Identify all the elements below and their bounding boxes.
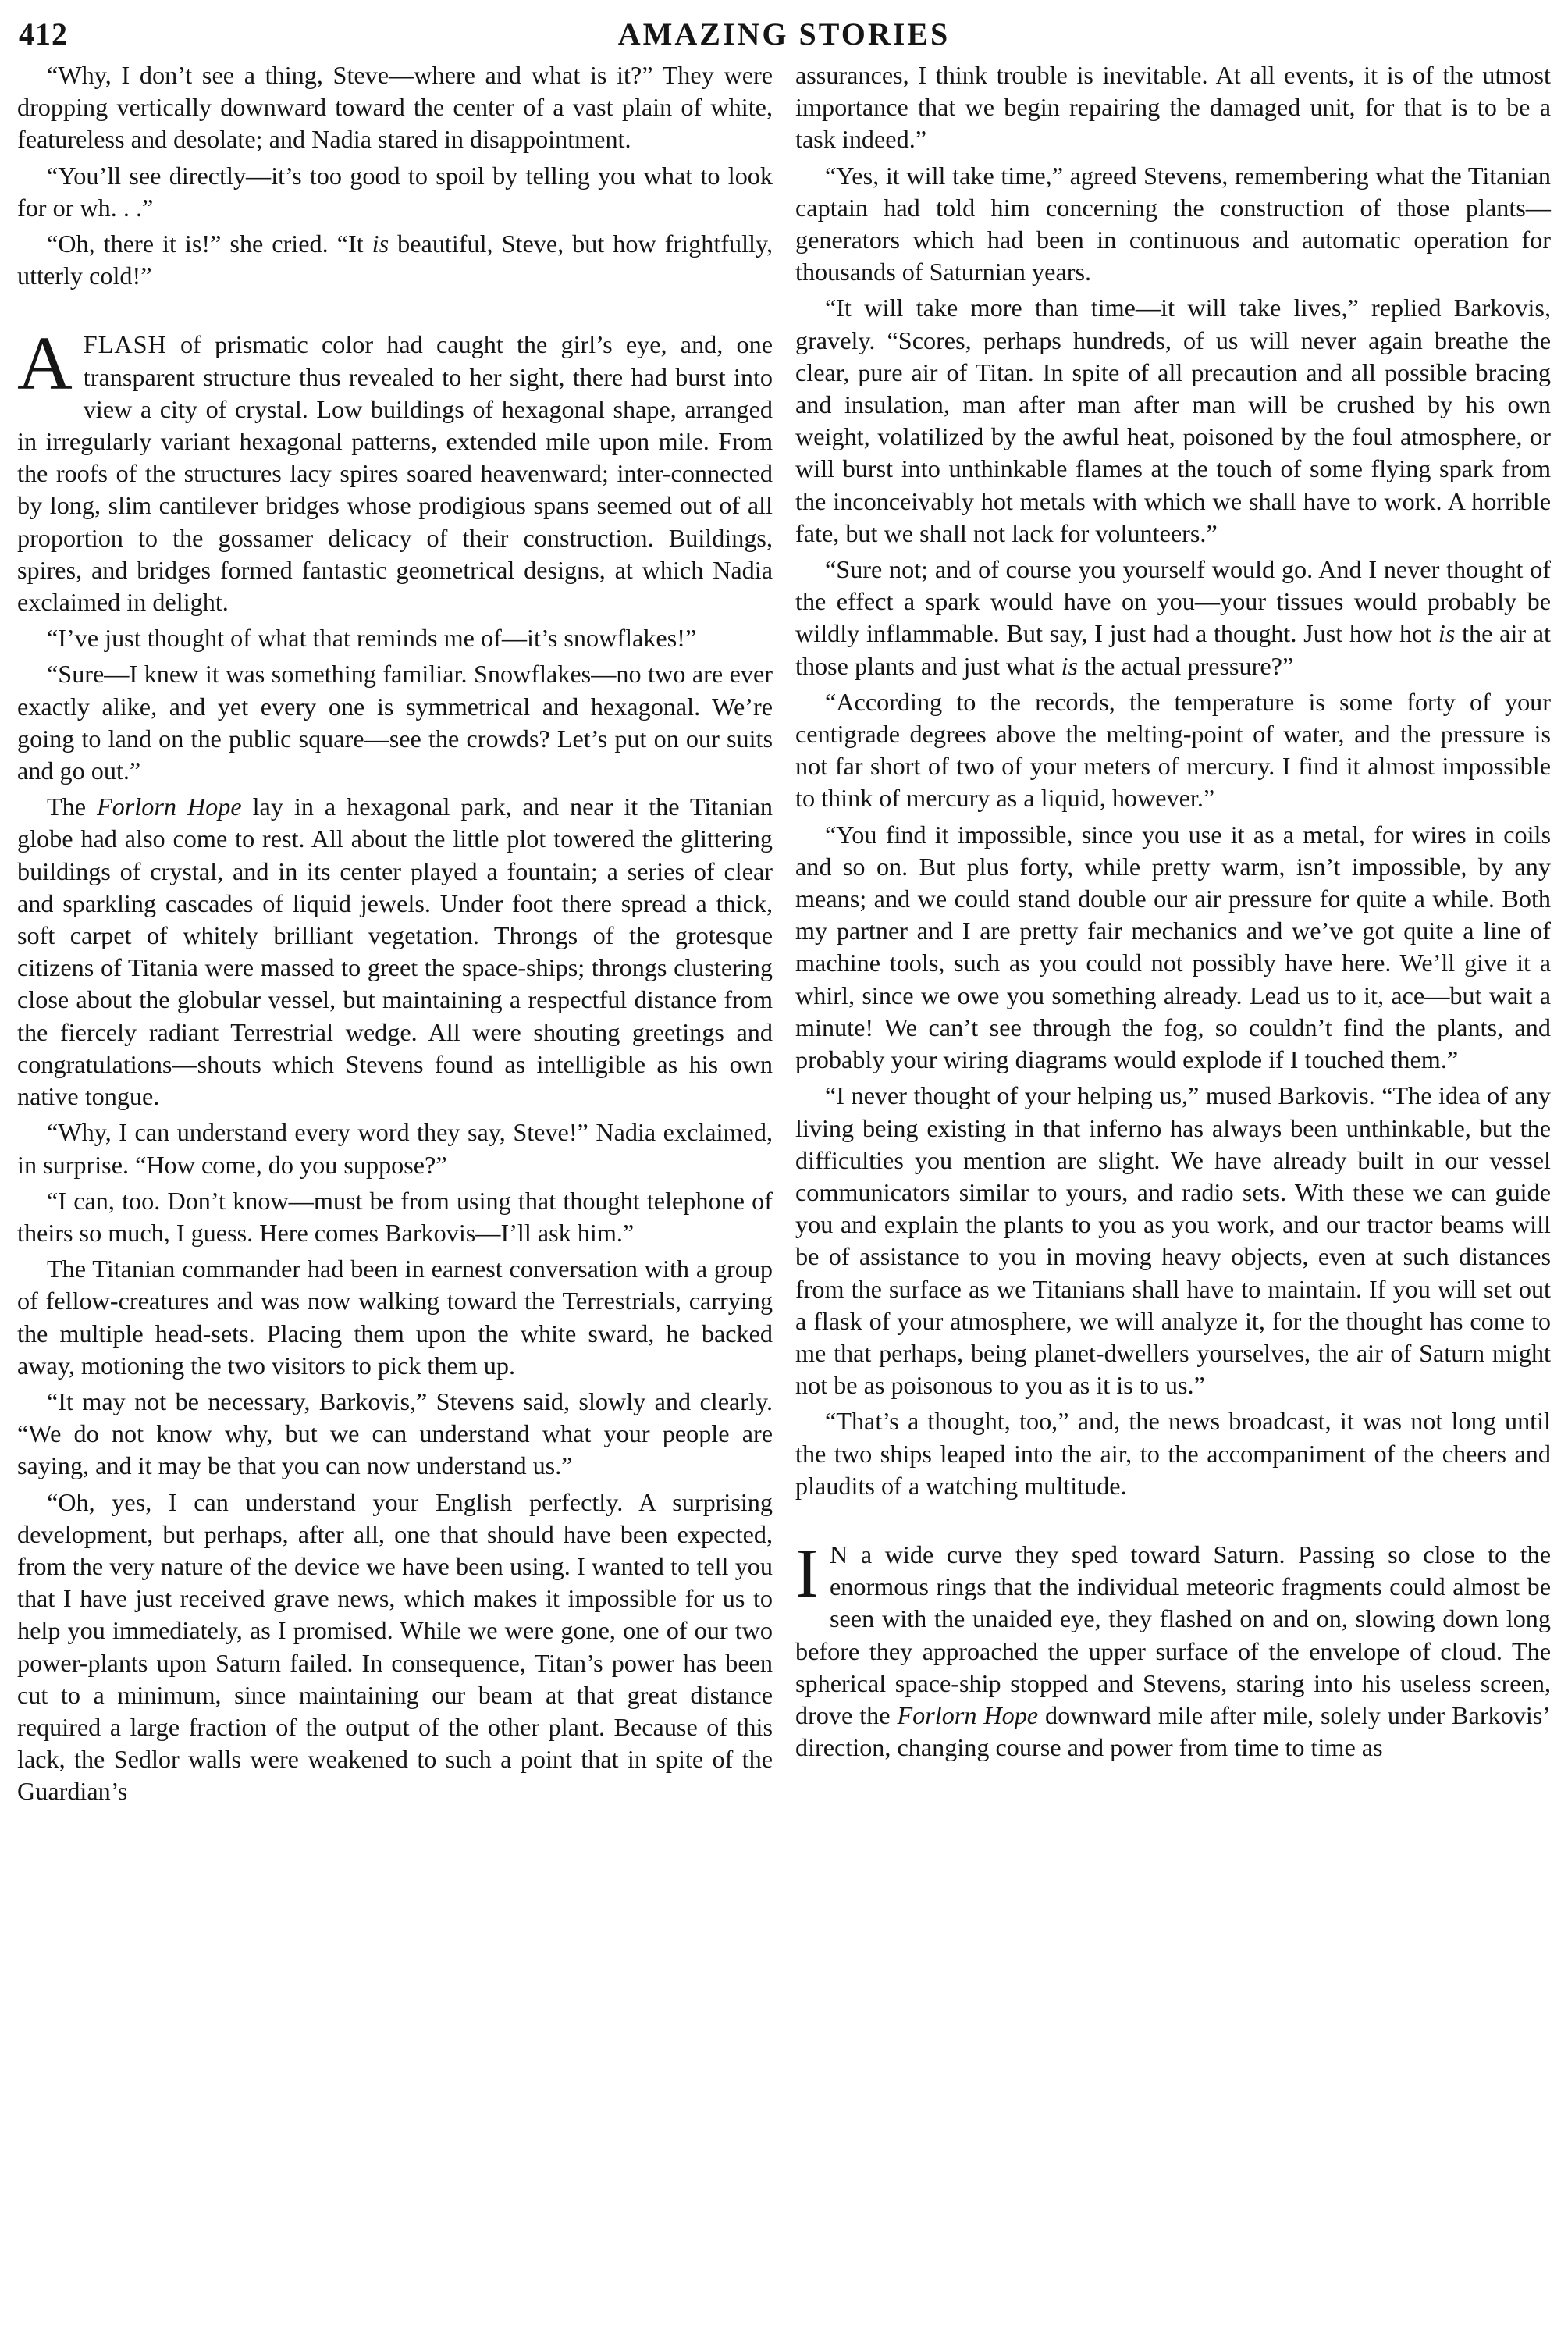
paragraph: The Titanian commander had been in earnest conversation with a group of fellow-creatures and was now walking toward the Terrestrials, carrying the multiple head-sets. Placing them upon the white sward, he backed away, motioning the two visitors to pick them up. [17, 1255, 773, 1380]
running-title: AMAZING STORIES [617, 16, 951, 52]
drop-cap: A [17, 322, 73, 407]
paragraph: “I never thought of your helping us,” mused Barkovis. “The idea of any living being existing in that inferno has always been unthinkable, but the difficulties you mention are slight. We have already built in our vessel communicators similar to yours, and radio sets. With these we can guide you and explain the plants to you as you work, and our tractor beams will be of assistance to you in moving heavy objects, even at such distances from the surface as we Titanians shall have to maintain. If you will set out a flask of your atmosphere, we will analyze it, for the thought has come to me that perhaps, being planet-dwellers yourselves, the air of Saturn might not be as poisonous to you as it is to us.” [795, 1081, 1551, 1400]
section-break [795, 1506, 1551, 1539]
paragraph: “Sure not; and of course you yourself would go. And I never thought of the effect a spark would have on you—your tissues would probably be wildly inflammable. But say, I just had a thought. Just how hot is the air at those plants and just what is the actual pressure?” [795, 555, 1551, 680]
paragraph: “Oh, yes, I can understand your English perfectly. A surprising development, but perhaps, after all, one that should have been expected, from the very nature of the device we have been using. I wanted to tell you that I have just received grave news, which makes it impossible for us to help you immediately, as I promised. While we were gone, one of our two power-plants upon Saturn failed. In consequence, Titan’s power has been cut to a minimum, since maintaining our beam at that great distance required a large fraction of the output of the other plant. Because of this lack, the Sedlor walls were weakened to such a point that in spite of the Guardian’s [17, 1487, 773, 1806]
section-opening-paragraph: AFLASH of prismatic color had caught the girl’s eye, and, one transparent structure thus revealed to her sight, there had burst into view a city of crystal. Low buildings of hexagonal shape, arranged in irregularly variant hexagonal patterns, extended mile upon mile. From the roofs of the structures lacy spires soared heavenward; inter-connected by long, slim cantilever bridges whose prodigious spans seemed out of all proportion to the gossamer delicacy of their construction. Buildings, spires, and bridges formed fantastic geometrical designs, at which Nadia exclaimed in delight. [17, 322, 773, 617]
page-number: 412 [19, 16, 68, 52]
paragraph: “That’s a thought, too,” and, the news broadcast, it was not long until the two ships leaped into the air, to the accompaniment of the cheers and plaudits of a watching multitude. [795, 1407, 1551, 1500]
page-header [17, 11, 1551, 56]
paragraph: “According to the records, the temperature is some forty of your centigrade degrees above the melting-point of water, and the pressure is not far short of two of your meters of mercury. I find it almost impossible to think of mercury as a liquid, however.” [795, 687, 1551, 813]
paragraph: “You find it impossible, since you use it as a metal, for wires in coils and so on. But plus forty, while pretty warm, isn’t impossible, by any means; and we could stand double our air pressure for quite a while. Both my partner and I are pretty fair mechanics and we’ve got quite a line of machine tools, such as you could not possibly have here. We’ll give it a whirl, since we owe you something already. Lead us to it, ace—but wait a minute! We can’t see through the fog, so couldn’t find the plants, and probably your wiring diagrams would explode if I touched them.” [795, 820, 1551, 1074]
paragraph: “Oh, there it is!” she cried. “It is beautiful, Steve, but how frightfully, utterly cold!” [17, 230, 773, 290]
paragraph: “Why, I can understand every word they say, Steve!” Nadia exclaimed, in surprise. “How come, do you suppose?” [17, 1118, 773, 1179]
text-columns [17, 59, 1551, 1812]
paragraph: “It will take more than time—it will take lives,” replied Barkovis, gravely. “Scores, perhaps hundreds, of us will never again breathe the clear, pure air of Titan. In spite of all precaution and all possible bracing and insulation, man after man after man will be crushed by his own weight, volatilized by the awful heat, poisoned by the foul atmosphere, or will burst into unthinkable flames at the touch of some flying spark from the inconceivably hot metals with which we shall have to work. A horrible fate, but we shall not lack for volunteers.” [795, 294, 1551, 547]
right-column [795, 59, 1551, 1812]
paragraph: “It may not be necessary, Barkovis,” Stevens said, slowly and clearly. “We do not know why, but we can understand what your people are saying, and it may be that you can now understand us.” [17, 1387, 773, 1480]
paragraph: “Yes, it will take time,” agreed Stevens, remembering what the Titanian captain had told him concerning the construction of those plants—generators which had been in continuous and automatic operation for thousands of Saturnian years. [795, 161, 1551, 287]
continued-paragraph: assurances, I think trouble is inevitable. At all events, it is of the utmost importance that we begin repairing the damaged unit, for that is to be a task indeed.” [795, 61, 1551, 154]
paragraph: “Sure—I knew it was something familiar. Snowflakes—no two are ever exactly alike, and yet every one is symmetrical and hexagonal. We’re going to land on the public square—see the crowds? Let’s put on our suits and go out.” [17, 660, 773, 785]
section-opening-paragraph: I N a wide curve they sped toward Saturn. Passing so close to the enormous rings that the individual meteoric fragments could almost be seen with the unaided eye, they flashed on and on, slowing down long before they approached the upper surface of the envelope of cloud. The spherical space-ship stopped and Stevens, staring into his useless screen, drove the Forlorn Hope downward mile after mile, solely under Barkovis’ direction, changing course and power from time to time as [795, 1534, 1552, 1762]
left-column [17, 59, 773, 1812]
paragraph: The Forlorn Hope lay in a hexagonal park, and near it the Titanian globe had also come to rest. All about the little plot towered the glittering buildings of crystal, and in its center played a fountain; a series of clear and sparkling cascades of liquid jewels. Under foot there spread a thick, soft carpet of whitely brilliant vegetation. Throngs of the grotesque citizens of Titania were massed to greet the space-ships; throngs clustering close about the globular vessel, but maintaining a respectful distance from the fiercely radiant Terrestrial wedge. All were shouting greetings and congratulations—shouts which Stevens found as intelligible as his own native tongue. [17, 792, 773, 1111]
paragraph: “You’ll see directly—it’s too good to spoil by telling you what to look for or wh. . .” [17, 161, 773, 222]
paragraph: “I can, too. Don’t know—must be from using that thought telephone of theirs so much, I guess. Here comes Barkovis—I’ll ask him.” [17, 1186, 773, 1247]
section-break [17, 296, 773, 329]
paragraph: “I’ve just thought of what that reminds me of—it’s snowflakes!” [47, 624, 697, 653]
paragraph: “Why, I don’t see a thing, Steve—where and what is it?” They were dropping vertically downward toward the center of a vast plain of white, featureless and desolate; and Nadia stared in disappointment. [17, 61, 773, 154]
drop-cap: I [795, 1534, 819, 1612]
